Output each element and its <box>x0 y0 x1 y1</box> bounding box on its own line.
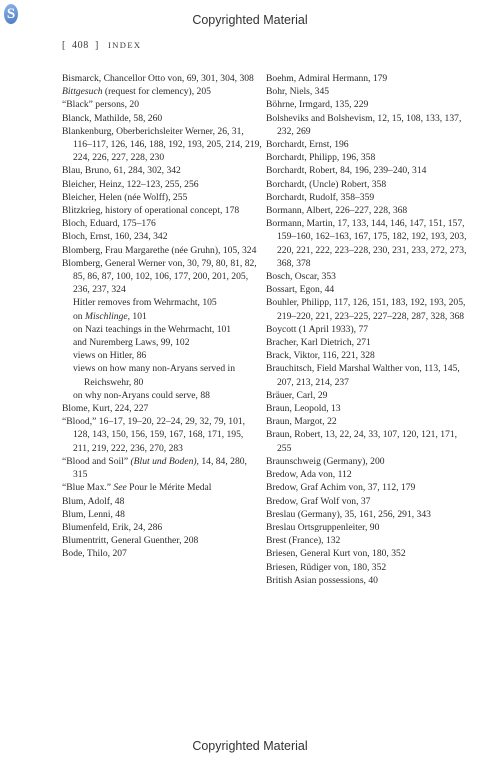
index-entry: “Black” persons, 20 <box>62 99 139 111</box>
index-entry: Bredow, Graf Wolf von, 37 <box>266 495 371 507</box>
index-subentry: and Nuremberg Laws, 99, 102 <box>73 337 190 349</box>
index-entry: Boycott (1 April 1933), 77 <box>266 323 369 335</box>
index-entry: Blum, Lenni, 48 <box>62 508 125 520</box>
index-entry: Bohr, Niels, 345 <box>266 86 330 98</box>
index-entry: Blumentritt, General Guenther, 208 <box>62 535 199 547</box>
watermark-top: Copyrighted Material <box>192 13 308 27</box>
index-entry: Brauchitsch, Field Marshal Walther von, 113, 145, 207, 213, 214, 237 <box>266 363 460 388</box>
index-entry: Brest (France), 132 <box>266 535 341 547</box>
index-entry: Blitzkrieg, history of operational concept, 178 <box>62 205 240 217</box>
index-entry: Braun, Robert, 13, 22, 24, 33, 107, 120, 121, 171, 255 <box>266 429 458 454</box>
index-column-right <box>266 72 470 587</box>
index-entry: Böhrne, Irmgard, 135, 229 <box>266 99 369 111</box>
section-title: INDEX <box>108 40 142 50</box>
index-subentry: views on how many non-Aryans served in Reichswehr, 80 <box>73 363 235 388</box>
index-entry: Bormann, Martin, 17, 133, 144, 146, 147, 151, 157, 159–160, 162–163, 167, 175, 182, 192, 193, 203, 220, 221, 222, 223–228, 230, 231, 233, 272, 273, 368, 378 <box>266 218 467 269</box>
index-entry <box>62 481 262 494</box>
index-entry: Brack, Viktor, 116, 221, 328 <box>266 350 375 362</box>
index-entry: Blumenfeld, Erik, 24, 286 <box>62 521 163 533</box>
index-entry: Blanck, Mathilde, 58, 260 <box>62 112 163 124</box>
index-entry: Breslau (Germany), 35, 161, 256, 291, 343 <box>266 508 431 520</box>
entry-text: “Blood and Soil” <box>62 455 131 467</box>
index-entry: Bredow, Ada von, 112 <box>266 469 352 481</box>
index-entry: Braun, Leopold, 13 <box>266 403 341 415</box>
entry-italic: Mischlinge, <box>85 310 131 322</box>
index-entry: Briesen, Rüdiger von, 180, 352 <box>266 561 387 573</box>
index-entry: Blankenburg, Oberberichsleiter Werner, 26, 31, 116–117, 126, 146, 188, 192, 193, 205, 214, 219, 224, 226, 227, 228, 230 <box>62 125 262 164</box>
bracket-open: [ <box>62 40 66 51</box>
index-entry: Blum, Adolf, 48 <box>62 495 125 507</box>
index-entry <box>62 455 262 481</box>
entry-text: Pour le Mérite Medal <box>126 482 212 494</box>
index-subentry: on why non-Aryans could serve, 88 <box>73 389 210 401</box>
index-entry: Bleicher, Heinz, 122–123, 255, 256 <box>62 178 199 190</box>
index-entry: Blau, Bruno, 61, 284, 302, 342 <box>62 165 181 177</box>
index-entry: Borchardt, Ernst, 196 <box>266 139 349 151</box>
entry-text: on <box>73 310 85 322</box>
page-header <box>62 40 141 51</box>
index-entry: Blomberg, Frau Margarethe (née Gruhn), 105, 324 <box>62 244 257 256</box>
index-entry: Bräuer, Carl, 29 <box>266 389 328 401</box>
index-subentry: Hitler removes from Wehrmacht, 105 <box>73 297 217 309</box>
index-entry: Bloch, Ernst, 160, 234, 342 <box>62 231 168 243</box>
index-column-left <box>62 72 262 561</box>
index-entry: Bolsheviks and Bolshevism, 12, 15, 108, 133, 137, 232, 269 <box>266 112 462 137</box>
index-entry: Bracher, Karl Dietrich, 271 <box>266 337 371 349</box>
logo-glyph: S <box>6 6 16 22</box>
index-entry: Briesen, General Kurt von, 180, 352 <box>266 548 406 560</box>
index-entry: Braun, Margot, 22 <box>266 416 337 428</box>
index-entry: British Asian possessions, 40 <box>266 574 378 586</box>
index-entry: Blome, Kurt, 224, 227 <box>62 403 149 415</box>
entry-italic: (Blut und Boden), <box>130 455 199 467</box>
entry-text: 101 <box>130 310 147 322</box>
entry-text: “Blue Max.” <box>62 482 114 494</box>
index-entry: Bouhler, Philipp, 117, 126, 151, 183, 192, 193, 205, 219–220, 221, 223–225, 227–228, 287, 328, 368 <box>266 297 466 322</box>
index-entry: “Blood,” 16–17, 19–20, 22–24, 29, 32, 79, 101, 128, 143, 150, 156, 159, 167, 168, 171, 195, 211, 219, 222, 236, 270, 283 <box>62 416 246 454</box>
index-entry: Borchardt, (Uncle) Robert, 358 <box>266 178 387 190</box>
entry-italic: Bittgesuch <box>62 86 103 98</box>
index-entry: Borchardt, Philipp, 196, 358 <box>266 152 376 164</box>
index-entry: Boehm, Admiral Hermann, 179 <box>266 73 388 84</box>
index-entry: Borchardt, Rudolf, 358–359 <box>266 191 375 203</box>
watermark-bottom: Copyrighted Material <box>192 739 308 753</box>
index-entry: Bossart, Egon, 44 <box>266 284 335 296</box>
index-entry: Blomberg, General Werner von, 30, 79, 80, 81, 82, 85, 86, 87, 100, 102, 106, 177, 200, 201, 205, 236, 237, 324 <box>62 257 257 296</box>
index-subentry: on Nazi teachings in the Wehrmacht, 101 <box>73 323 232 335</box>
index-entry: Bormann, Albert, 226–227, 228, 368 <box>266 205 408 217</box>
index-entry: Borchardt, Robert, 84, 196, 239–240, 314 <box>266 165 427 177</box>
index-entry: Bloch, Eduard, 175–176 <box>62 218 156 230</box>
index-entry: Breslau Ortsgruppenleiter, 90 <box>266 521 380 533</box>
page-number: 408 <box>72 40 89 51</box>
entry-italic: See <box>113 482 127 494</box>
entry-text: 14, 84, 280, 315 <box>73 455 247 481</box>
index-subentry <box>62 310 262 323</box>
index-entry: Bleicher, Helen (née Wolff), 255 <box>62 191 188 203</box>
index-entry: Bismarck, Chancellor Otto von, 69, 301, 304, 308 <box>62 73 254 84</box>
bracket-close: ] <box>94 40 99 51</box>
index-entry: Braunschweig (Germany), 200 <box>266 455 385 467</box>
index-entry <box>62 85 262 98</box>
index-subentry: views on Hitler, 86 <box>73 350 147 362</box>
index-entry: Bode, Thilo, 207 <box>62 548 127 560</box>
entry-text: (request for clemency), 205 <box>102 86 211 98</box>
index-entry: Bosch, Oscar, 353 <box>266 271 336 283</box>
index-entry: Bredow, Graf Achim von, 37, 112, 179 <box>266 482 416 494</box>
